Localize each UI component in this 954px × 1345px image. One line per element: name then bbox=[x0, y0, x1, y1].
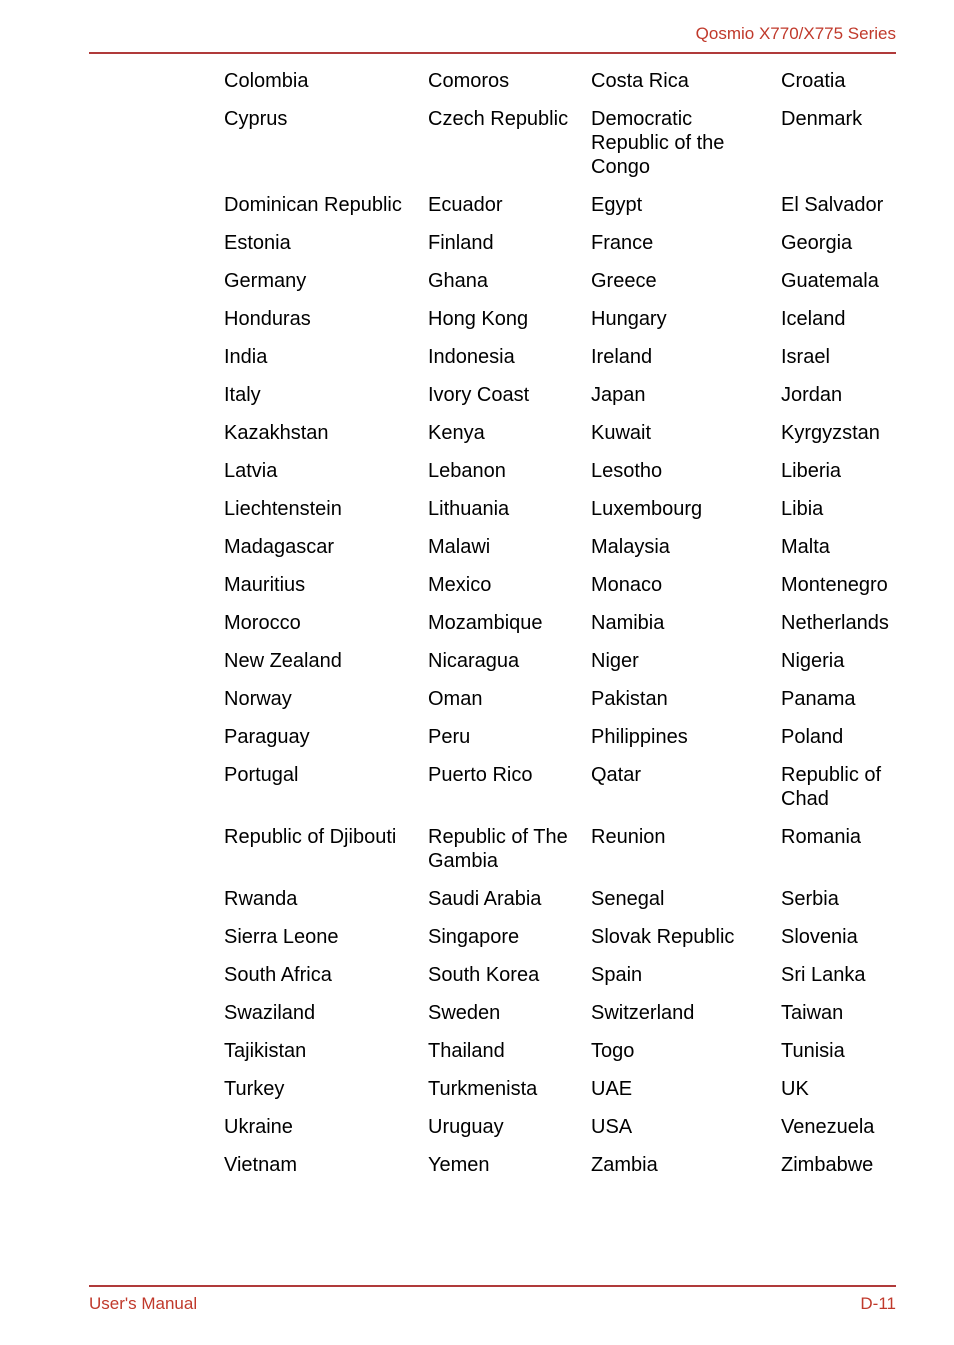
table-cell bbox=[224, 963, 428, 1001]
table-cell bbox=[428, 535, 591, 573]
table-row bbox=[224, 269, 904, 307]
country-name: Philippines bbox=[591, 726, 688, 748]
country-name: Thailand bbox=[428, 1040, 505, 1062]
table-cell bbox=[224, 763, 428, 825]
country-name: Ukraine bbox=[224, 1116, 293, 1138]
table-cell bbox=[428, 107, 591, 193]
table-cell bbox=[781, 963, 904, 1001]
country-name: Sri Lanka bbox=[781, 964, 866, 986]
country-name: Malaysia bbox=[591, 536, 670, 558]
table-row bbox=[224, 1115, 904, 1153]
country-name: Tajikistan bbox=[224, 1040, 307, 1062]
table-row bbox=[224, 497, 904, 535]
table-row bbox=[224, 687, 904, 725]
table-cell bbox=[781, 1001, 904, 1039]
country-name: Democratic Republic of the Congo bbox=[591, 108, 725, 178]
country-name: South Africa bbox=[224, 964, 332, 986]
table-row bbox=[224, 69, 904, 107]
table-cell bbox=[428, 383, 591, 421]
country-table-body bbox=[224, 69, 904, 1191]
table-cell bbox=[428, 269, 591, 307]
country-table bbox=[224, 69, 904, 1191]
table-cell bbox=[224, 649, 428, 687]
country-name: Nigeria bbox=[781, 650, 845, 672]
country-name: Lebanon bbox=[428, 460, 506, 482]
table-row bbox=[224, 887, 904, 925]
table-cell bbox=[591, 887, 781, 925]
country-name: Comoros bbox=[428, 70, 510, 92]
country-name: Georgia bbox=[781, 232, 853, 254]
country-name: Ecuador bbox=[428, 194, 503, 216]
country-name: Kazakhstan bbox=[224, 422, 329, 444]
country-name: Singapore bbox=[428, 926, 520, 948]
table-row bbox=[224, 231, 904, 269]
table-row bbox=[224, 1039, 904, 1077]
table-row bbox=[224, 383, 904, 421]
table-cell bbox=[428, 825, 591, 887]
country-name: Pakistan bbox=[591, 688, 668, 710]
table-row bbox=[224, 345, 904, 383]
table-cell bbox=[224, 383, 428, 421]
table-cell bbox=[591, 69, 781, 107]
country-name: Oman bbox=[428, 688, 483, 710]
table-cell bbox=[781, 1077, 904, 1115]
table-row bbox=[224, 307, 904, 345]
table-cell bbox=[591, 497, 781, 535]
table-cell bbox=[224, 825, 428, 887]
country-name: Mauritius bbox=[224, 574, 306, 596]
country-name: Poland bbox=[781, 726, 844, 748]
table-cell bbox=[591, 725, 781, 763]
footer-manual-label: User's Manual bbox=[89, 1294, 198, 1313]
country-name: Jordan bbox=[781, 384, 843, 406]
country-name: Mozambique bbox=[428, 612, 543, 634]
table-cell bbox=[224, 459, 428, 497]
table-cell bbox=[428, 421, 591, 459]
table-cell bbox=[428, 649, 591, 687]
country-name: Monaco bbox=[591, 574, 663, 596]
table-cell bbox=[591, 687, 781, 725]
table-cell bbox=[591, 107, 781, 193]
table-row bbox=[224, 963, 904, 1001]
country-name: Indonesia bbox=[428, 346, 515, 368]
table-cell bbox=[224, 887, 428, 925]
country-name: Netherlands bbox=[781, 612, 889, 634]
table-cell bbox=[224, 421, 428, 459]
table-cell bbox=[224, 1039, 428, 1077]
table-cell bbox=[591, 1115, 781, 1153]
table-cell bbox=[428, 231, 591, 269]
country-name: Swaziland bbox=[224, 1002, 316, 1024]
table-cell bbox=[591, 763, 781, 825]
country-name: Lithuania bbox=[428, 498, 510, 520]
country-name: Colombia bbox=[224, 70, 309, 92]
table-cell bbox=[224, 1115, 428, 1153]
country-name: Paraguay bbox=[224, 726, 310, 748]
table-cell bbox=[224, 269, 428, 307]
country-name: Venezuela bbox=[781, 1116, 875, 1138]
country-name: Hong Kong bbox=[428, 308, 529, 330]
table-cell bbox=[224, 107, 428, 193]
country-name: Montenegro bbox=[781, 574, 888, 596]
table-cell bbox=[781, 1153, 904, 1191]
table-cell bbox=[428, 193, 591, 231]
country-name: Iceland bbox=[781, 308, 846, 330]
country-name: Morocco bbox=[224, 612, 301, 634]
table-cell bbox=[224, 725, 428, 763]
table-cell bbox=[428, 497, 591, 535]
table-row bbox=[224, 107, 904, 193]
table-cell bbox=[224, 1153, 428, 1191]
table-cell bbox=[428, 1001, 591, 1039]
country-name: Rwanda bbox=[224, 888, 298, 910]
table-cell bbox=[781, 345, 904, 383]
country-name: Switzerland bbox=[591, 1002, 695, 1024]
country-name: Nicaragua bbox=[428, 650, 520, 672]
table-cell bbox=[781, 107, 904, 193]
country-name: Puerto Rico bbox=[428, 764, 533, 786]
country-name: Reunion bbox=[591, 826, 666, 848]
table-cell bbox=[781, 1039, 904, 1077]
table-cell bbox=[224, 925, 428, 963]
table-cell bbox=[591, 307, 781, 345]
country-name: Taiwan bbox=[781, 1002, 844, 1024]
country-name: Slovak Republic bbox=[591, 926, 735, 948]
country-name: Japan bbox=[591, 384, 646, 406]
table-row bbox=[224, 573, 904, 611]
table-cell bbox=[591, 573, 781, 611]
table-cell bbox=[591, 963, 781, 1001]
table-cell bbox=[781, 725, 904, 763]
table-cell bbox=[781, 925, 904, 963]
country-name: Egypt bbox=[591, 194, 643, 216]
country-name: Italy bbox=[224, 384, 261, 406]
country-name: Guatemala bbox=[781, 270, 879, 292]
country-name: Dominican Republic bbox=[224, 194, 402, 216]
country-name: Norway bbox=[224, 688, 292, 710]
country-name: Ghana bbox=[428, 270, 489, 292]
country-name: Finland bbox=[428, 232, 494, 254]
table-cell bbox=[428, 1153, 591, 1191]
table-row bbox=[224, 763, 904, 825]
table-cell bbox=[224, 687, 428, 725]
table-cell bbox=[591, 649, 781, 687]
table-cell bbox=[781, 383, 904, 421]
table-cell bbox=[781, 231, 904, 269]
country-name: Republic of Chad bbox=[781, 764, 882, 810]
table-row bbox=[224, 725, 904, 763]
table-cell bbox=[781, 497, 904, 535]
country-name: Libia bbox=[781, 498, 824, 520]
country-name: Luxembourg bbox=[591, 498, 703, 520]
country-name: UAE bbox=[591, 1078, 633, 1100]
country-name: Hungary bbox=[591, 308, 667, 330]
country-name: Spain bbox=[591, 964, 643, 986]
table-cell bbox=[781, 307, 904, 345]
table-cell bbox=[224, 231, 428, 269]
country-name: Panama bbox=[781, 688, 856, 710]
table-cell bbox=[591, 421, 781, 459]
country-name: Malawi bbox=[428, 536, 491, 558]
country-name: Tunisia bbox=[781, 1040, 845, 1062]
table-cell bbox=[591, 1001, 781, 1039]
table-cell bbox=[781, 887, 904, 925]
country-name: Mexico bbox=[428, 574, 492, 596]
table-cell bbox=[591, 383, 781, 421]
table-cell bbox=[428, 763, 591, 825]
table-row bbox=[224, 1001, 904, 1039]
country-name: Kyrgyzstan bbox=[781, 422, 880, 444]
table-cell bbox=[591, 345, 781, 383]
country-name: Turkey bbox=[224, 1078, 285, 1100]
table-cell bbox=[591, 611, 781, 649]
table-cell bbox=[428, 307, 591, 345]
table-cell bbox=[781, 763, 904, 825]
country-name: USA bbox=[591, 1116, 633, 1138]
table-cell bbox=[591, 1153, 781, 1191]
footer-page-number: D-11 bbox=[860, 1294, 896, 1313]
table-cell bbox=[428, 963, 591, 1001]
country-name: Vietnam bbox=[224, 1154, 298, 1176]
table-cell bbox=[781, 421, 904, 459]
table-row bbox=[224, 193, 904, 231]
table-cell bbox=[781, 825, 904, 887]
table-cell bbox=[781, 611, 904, 649]
table-cell bbox=[591, 231, 781, 269]
country-name: Qatar bbox=[591, 764, 642, 786]
table-cell bbox=[224, 69, 428, 107]
country-name: Sweden bbox=[428, 1002, 501, 1024]
footer-divider bbox=[89, 1285, 896, 1287]
table-cell bbox=[428, 725, 591, 763]
table-cell bbox=[428, 345, 591, 383]
table-cell bbox=[224, 1077, 428, 1115]
country-name: Portugal bbox=[224, 764, 299, 786]
country-name: Denmark bbox=[781, 108, 863, 130]
country-name: Romania bbox=[781, 826, 862, 848]
country-name: UK bbox=[781, 1078, 809, 1100]
country-name: Germany bbox=[224, 270, 307, 292]
country-name: Czech Republic bbox=[428, 108, 569, 130]
table-cell bbox=[428, 573, 591, 611]
table-row bbox=[224, 535, 904, 573]
table-cell bbox=[224, 573, 428, 611]
running-header-title: Qosmio X770/X775 Series bbox=[695, 24, 896, 43]
table-cell bbox=[428, 69, 591, 107]
table-cell bbox=[224, 345, 428, 383]
country-name: Republic of Djibouti bbox=[224, 826, 397, 848]
country-name: Zimbabwe bbox=[781, 1154, 874, 1176]
table-cell bbox=[781, 649, 904, 687]
country-name: Croatia bbox=[781, 70, 846, 92]
country-name: Turkmenista bbox=[428, 1078, 538, 1100]
country-name: Estonia bbox=[224, 232, 291, 254]
country-name: Liechtenstein bbox=[224, 498, 342, 520]
table-row bbox=[224, 1153, 904, 1191]
table-cell bbox=[224, 1001, 428, 1039]
table-cell bbox=[591, 535, 781, 573]
table-cell bbox=[428, 459, 591, 497]
country-name: Uruguay bbox=[428, 1116, 504, 1138]
country-name: Togo bbox=[591, 1040, 635, 1062]
country-name: Sierra Leone bbox=[224, 926, 339, 948]
table-row bbox=[224, 459, 904, 497]
table-cell bbox=[591, 459, 781, 497]
table-row bbox=[224, 649, 904, 687]
table-cell bbox=[224, 193, 428, 231]
country-name: Saudi Arabia bbox=[428, 888, 542, 910]
table-row bbox=[224, 421, 904, 459]
country-name: Serbia bbox=[781, 888, 839, 910]
country-name: New Zealand bbox=[224, 650, 342, 672]
table-cell bbox=[224, 611, 428, 649]
country-name: Malta bbox=[781, 536, 830, 558]
country-name: Zambia bbox=[591, 1154, 658, 1176]
country-name: Ivory Coast bbox=[428, 384, 530, 406]
country-name: Niger bbox=[591, 650, 639, 672]
country-name: Peru bbox=[428, 726, 471, 748]
table-cell bbox=[781, 69, 904, 107]
country-name: Cyprus bbox=[224, 108, 288, 130]
table-cell bbox=[428, 687, 591, 725]
table-cell bbox=[428, 887, 591, 925]
country-name: Republic of The Gambia bbox=[428, 826, 568, 872]
table-cell bbox=[781, 535, 904, 573]
table-cell bbox=[428, 1039, 591, 1077]
country-name: Honduras bbox=[224, 308, 311, 330]
country-name: Yemen bbox=[428, 1154, 490, 1176]
table-cell bbox=[591, 1039, 781, 1077]
table-cell bbox=[781, 193, 904, 231]
country-name: Greece bbox=[591, 270, 657, 292]
table-row bbox=[224, 611, 904, 649]
country-name: El Salvador bbox=[781, 194, 884, 216]
country-name: France bbox=[591, 232, 654, 254]
table-cell bbox=[781, 687, 904, 725]
table-row bbox=[224, 825, 904, 887]
country-name: India bbox=[224, 346, 268, 368]
table-cell bbox=[224, 535, 428, 573]
table-row bbox=[224, 925, 904, 963]
table-cell bbox=[428, 1115, 591, 1153]
header-divider bbox=[89, 52, 896, 54]
country-name: Latvia bbox=[224, 460, 278, 482]
country-name: Senegal bbox=[591, 888, 665, 910]
country-name: South Korea bbox=[428, 964, 540, 986]
country-name: Slovenia bbox=[781, 926, 858, 948]
country-name: Namibia bbox=[591, 612, 665, 634]
country-name: Kenya bbox=[428, 422, 485, 444]
table-cell bbox=[591, 925, 781, 963]
country-name: Kuwait bbox=[591, 422, 652, 444]
table-cell bbox=[224, 497, 428, 535]
table-cell bbox=[591, 269, 781, 307]
table-cell bbox=[428, 1077, 591, 1115]
table-cell bbox=[428, 611, 591, 649]
table-cell bbox=[781, 459, 904, 497]
table-cell bbox=[591, 193, 781, 231]
country-name: Madagascar bbox=[224, 536, 335, 558]
table-cell bbox=[781, 269, 904, 307]
country-name: Costa Rica bbox=[591, 70, 689, 92]
table-cell bbox=[591, 825, 781, 887]
table-cell bbox=[591, 1077, 781, 1115]
table-cell bbox=[781, 1115, 904, 1153]
country-name: Lesotho bbox=[591, 460, 663, 482]
table-cell bbox=[428, 925, 591, 963]
country-name: Israel bbox=[781, 346, 830, 368]
table-cell bbox=[781, 573, 904, 611]
country-name: Liberia bbox=[781, 460, 842, 482]
table-row bbox=[224, 1077, 904, 1115]
country-name: Ireland bbox=[591, 346, 653, 368]
table-cell bbox=[224, 307, 428, 345]
